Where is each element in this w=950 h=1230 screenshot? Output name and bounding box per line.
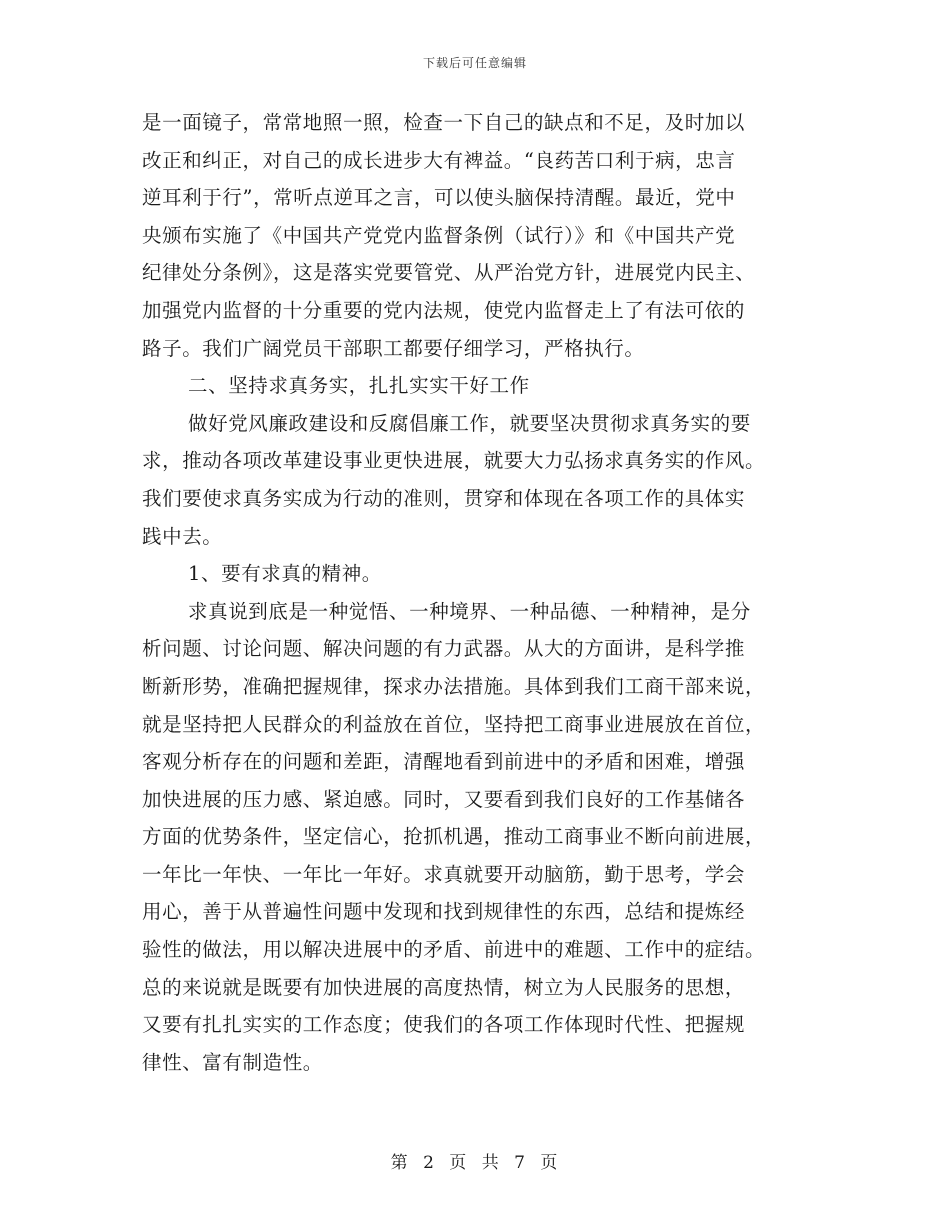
text-line: 我们要使求真务实成为行动的准则，贯穿和体现在各项工作的具体实	[142, 486, 746, 510]
page-number: 第 2 页 共 7 页	[390, 1153, 560, 1173]
text-line: 用心，善于从普遍性问题中发现和找到规律性的东西，总结和提炼经	[142, 900, 746, 924]
text-line: 一年比一年快、一年比一年好。求真就要开动脑筋，勤于思考，学会	[142, 862, 746, 886]
text-line: 做好党风廉政建设和反腐倡廉工作，就要坚决贯彻求真务实的要	[188, 411, 751, 435]
text-line: 加强党内监督的十分重要的党内法规，使党内监督走上了有法可依的	[142, 298, 746, 322]
text-line: 纪律处分条例》，这是落实党要管党、从严治党方针，进展党内民主、	[142, 261, 756, 285]
text-line: 逆耳利于行”，常听点逆耳之言，可以使头脑保持清醒。最近，党中	[142, 186, 736, 210]
text-line: 央颁布实施了《中国共产党党内监督条例（试行）》和《中国共产党	[142, 223, 736, 247]
document-body	[142, 104, 812, 1081]
subsection-heading: 1、要有求真的精神。	[188, 562, 382, 586]
text-line: 客观分析存在的问题和差距，清醒地看到前进中的矛盾和困难，增强	[142, 750, 746, 774]
text-line: 践中去。	[142, 524, 223, 548]
text-line: 就是坚持把人民群众的利益放在首位，坚持把工商事业进展放在首位，	[142, 712, 766, 736]
text-line: 求真说到底是一种觉悟、一种境界、一种品德、一种精神，是分	[188, 599, 751, 623]
text-line: 改正和纠正，对自己的成长进步大有裨益。“良药苦口利于病，忠言	[142, 148, 736, 172]
text-line: 律性、富有制造性。	[142, 1050, 323, 1074]
page-header: 下载后可任意编辑	[422, 56, 527, 70]
text-line: 是一面镜子，常常地照一照，检查一下自己的缺点和不足，及时加以	[142, 111, 746, 134]
text-line: 总的来说就是既要有加快进展的高度热情，树立为人民服务的思想，	[142, 975, 746, 999]
text-line: 断新形势，准确把握规律，探求办法措施。具体到我们工商干部来说，	[142, 674, 766, 698]
section-heading: 二、坚持求真务实，扎扎实实干好工作	[188, 374, 530, 398]
text-line: 求，推动各项改革建设事业更快进展，就要大力弘扬求真务实的作风。	[142, 449, 766, 473]
text-line: 验性的做法，用以解决进展中的矛盾、前进中的难题、工作中的症结。	[142, 938, 766, 962]
text-line: 路子。我们广阔党员干部职工都要仔细学习，严格执行。	[142, 336, 645, 360]
text-line: 加快进展的压力感、紧迫感。同时，又要看到我们良好的工作基储各	[142, 787, 746, 811]
text-line: 析问题、讨论问题、解决问题的有力武器。从大的方面讲，是科学推	[142, 637, 746, 661]
text-line: 方面的优势条件，坚定信心，抢抓机遇，推动工商事业不断向前进展，	[142, 825, 766, 849]
text-line: 又要有扎扎实实的工作态度；使我们的各项工作体现时代性、把握规	[142, 1013, 746, 1037]
